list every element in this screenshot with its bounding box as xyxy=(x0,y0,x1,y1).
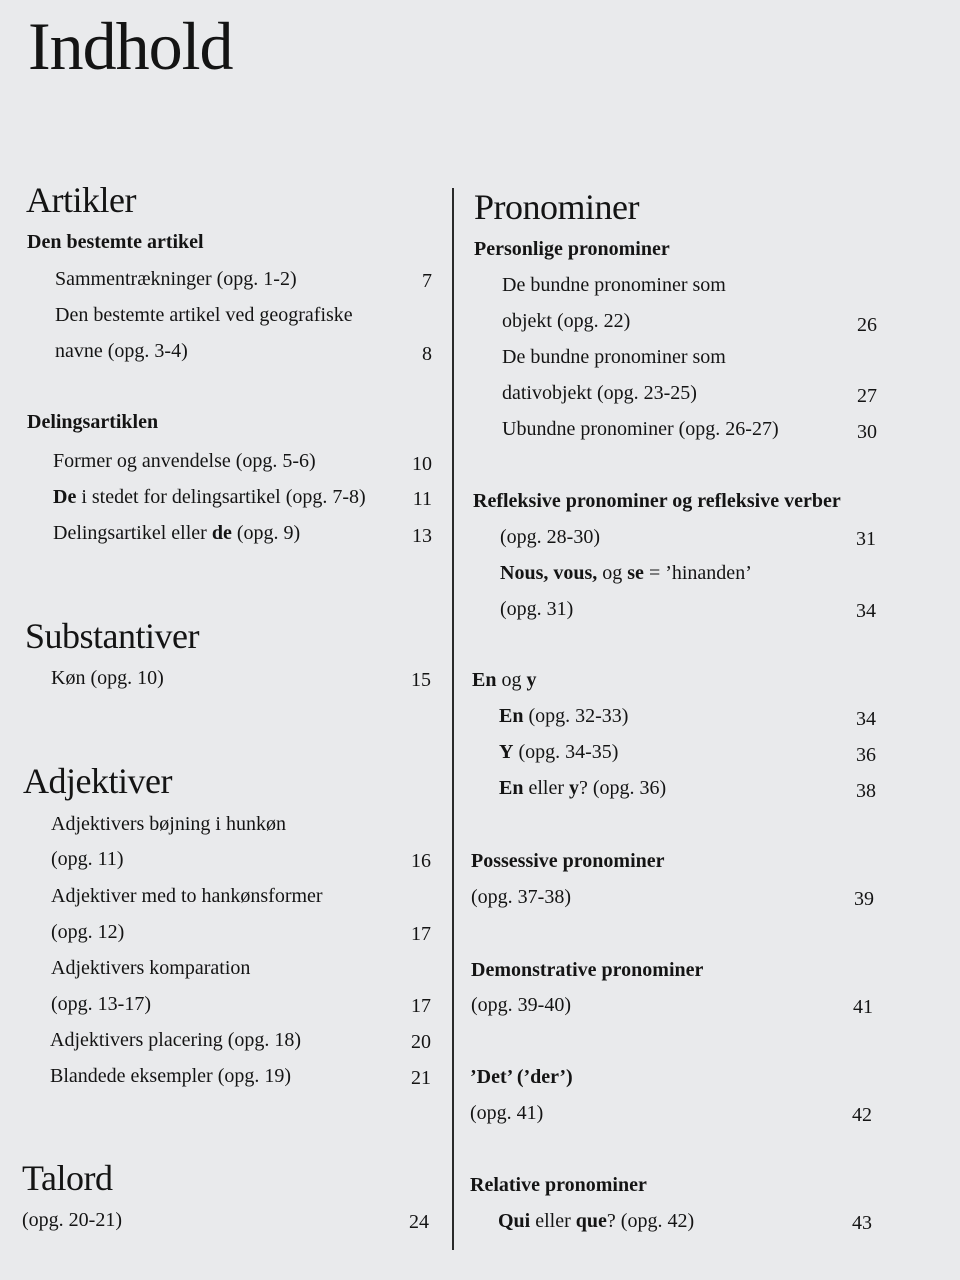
subheading-delingsartiklen: Delingsartiklen xyxy=(27,411,159,433)
column-divider xyxy=(452,188,454,1250)
page-number: 20 xyxy=(411,1031,431,1053)
page-number: 42 xyxy=(852,1104,872,1126)
toc-entry[interactable]: Adjektivers bøjning i hunkøn xyxy=(51,813,286,835)
subheading-possessive-pronominer: Possessive pronominer xyxy=(471,850,665,872)
section-title-talord: Talord xyxy=(22,1158,113,1198)
toc-entry[interactable]: Ubundne pronominer (opg. 26-27) xyxy=(502,418,779,440)
page-number: 8 xyxy=(422,343,432,365)
page-number: 11 xyxy=(412,488,432,510)
section-title-adjektiver: Adjektiver xyxy=(23,761,172,801)
toc-entry-cont[interactable]: (opg. 37-38) xyxy=(471,886,571,908)
subheading-en-og-y: En og y xyxy=(472,669,537,691)
page-number: 39 xyxy=(854,888,874,910)
toc-entry-cont[interactable]: objekt (opg. 22) xyxy=(502,310,631,332)
toc-entry-cont[interactable]: (opg. 13-17) xyxy=(51,993,151,1015)
page-number: 15 xyxy=(411,669,431,691)
page-number: 43 xyxy=(852,1212,872,1234)
toc-entry[interactable]: Qui eller que? (opg. 42) xyxy=(498,1210,695,1232)
toc-entry-cont[interactable]: (opg. 12) xyxy=(51,921,125,943)
toc-entry[interactable]: Sammentrækninger (opg. 1-2) xyxy=(55,268,297,290)
page-number: 36 xyxy=(856,744,876,766)
page-number: 30 xyxy=(857,421,877,443)
toc-entry-cont[interactable]: (opg. 41) xyxy=(470,1102,544,1124)
page-number: 26 xyxy=(857,314,877,336)
toc-entry[interactable]: Den bestemte artikel ved geografiske xyxy=(55,304,353,326)
toc-entry-cont[interactable]: (opg. 39-40) xyxy=(471,994,571,1016)
toc-entry[interactable]: Adjektivers komparation xyxy=(51,957,251,979)
toc-entry[interactable]: Nous, vous, og se = ’hinanden’ xyxy=(500,562,752,584)
page-number: 7 xyxy=(422,270,432,292)
page-number: 17 xyxy=(411,923,431,945)
toc-entry[interactable]: De bundne pronominer som xyxy=(502,346,726,368)
toc-entry-cont[interactable]: (opg. 31) xyxy=(500,598,574,620)
subheading-personlige-pronominer: Personlige pronominer xyxy=(474,238,670,260)
section-title-substantiver: Substantiver xyxy=(25,616,199,656)
page-number: 16 xyxy=(411,850,431,872)
page-number: 10 xyxy=(412,453,432,475)
subheading-refleksive-pronominer: Refleksive pronominer og refleksive verber xyxy=(473,490,841,512)
page-number: 24 xyxy=(409,1211,429,1233)
section-title-artikler: Artikler xyxy=(26,180,136,220)
toc-entry-cont[interactable]: dativobjekt (opg. 23-25) xyxy=(502,382,697,404)
subheading-den-bestemte-artikel: Den bestemte artikel xyxy=(27,231,204,253)
toc-entry[interactable]: Delingsartikel eller de (opg. 9) xyxy=(53,522,301,544)
page-number: 21 xyxy=(411,1067,431,1089)
page-title: Indhold xyxy=(28,8,233,84)
toc-entry[interactable]: Adjektiver med to hankønsformer xyxy=(51,885,323,907)
toc-entry[interactable]: De bundne pronominer som xyxy=(502,274,726,296)
toc-entry[interactable]: (opg. 20-21) xyxy=(22,1209,122,1231)
page-number: 27 xyxy=(857,385,877,407)
toc-entry[interactable]: Former og anvendelse (opg. 5-6) xyxy=(53,450,316,472)
page-number: 31 xyxy=(856,528,876,550)
page-number: 41 xyxy=(853,996,873,1018)
toc-entry[interactable]: En eller y? (opg. 36) xyxy=(499,777,667,799)
subheading-demonstrative-pronominer: Demonstrative pronominer xyxy=(471,959,704,981)
page-number: 13 xyxy=(412,525,432,547)
page-number: 38 xyxy=(856,780,876,802)
page-number: 34 xyxy=(856,600,876,622)
toc-entry[interactable]: En (opg. 32-33) xyxy=(499,705,629,727)
toc-entry-cont[interactable]: (opg. 11) xyxy=(51,848,124,870)
toc-entry[interactable]: Blandede eksempler (opg. 19) xyxy=(50,1065,292,1087)
section-title-pronominer: Pronominer xyxy=(474,187,639,227)
toc-entry-cont[interactable]: (opg. 28-30) xyxy=(500,526,600,548)
toc-entry[interactable]: De i stedet for delingsartikel (opg. 7-8) xyxy=(53,486,366,508)
subheading-relative-pronominer: Relative pronominer xyxy=(470,1174,647,1196)
page-number: 34 xyxy=(856,708,876,730)
toc-entry-cont[interactable]: navne (opg. 3-4) xyxy=(55,340,188,362)
subheading-det-der: ’Det’ (’der’) xyxy=(470,1066,573,1088)
toc-entry[interactable]: Adjektivers placering (opg. 18) xyxy=(50,1029,302,1051)
toc-entry[interactable]: Y (opg. 34-35) xyxy=(499,741,619,763)
page-number: 17 xyxy=(411,995,431,1017)
toc-entry[interactable]: Køn (opg. 10) xyxy=(51,667,164,689)
